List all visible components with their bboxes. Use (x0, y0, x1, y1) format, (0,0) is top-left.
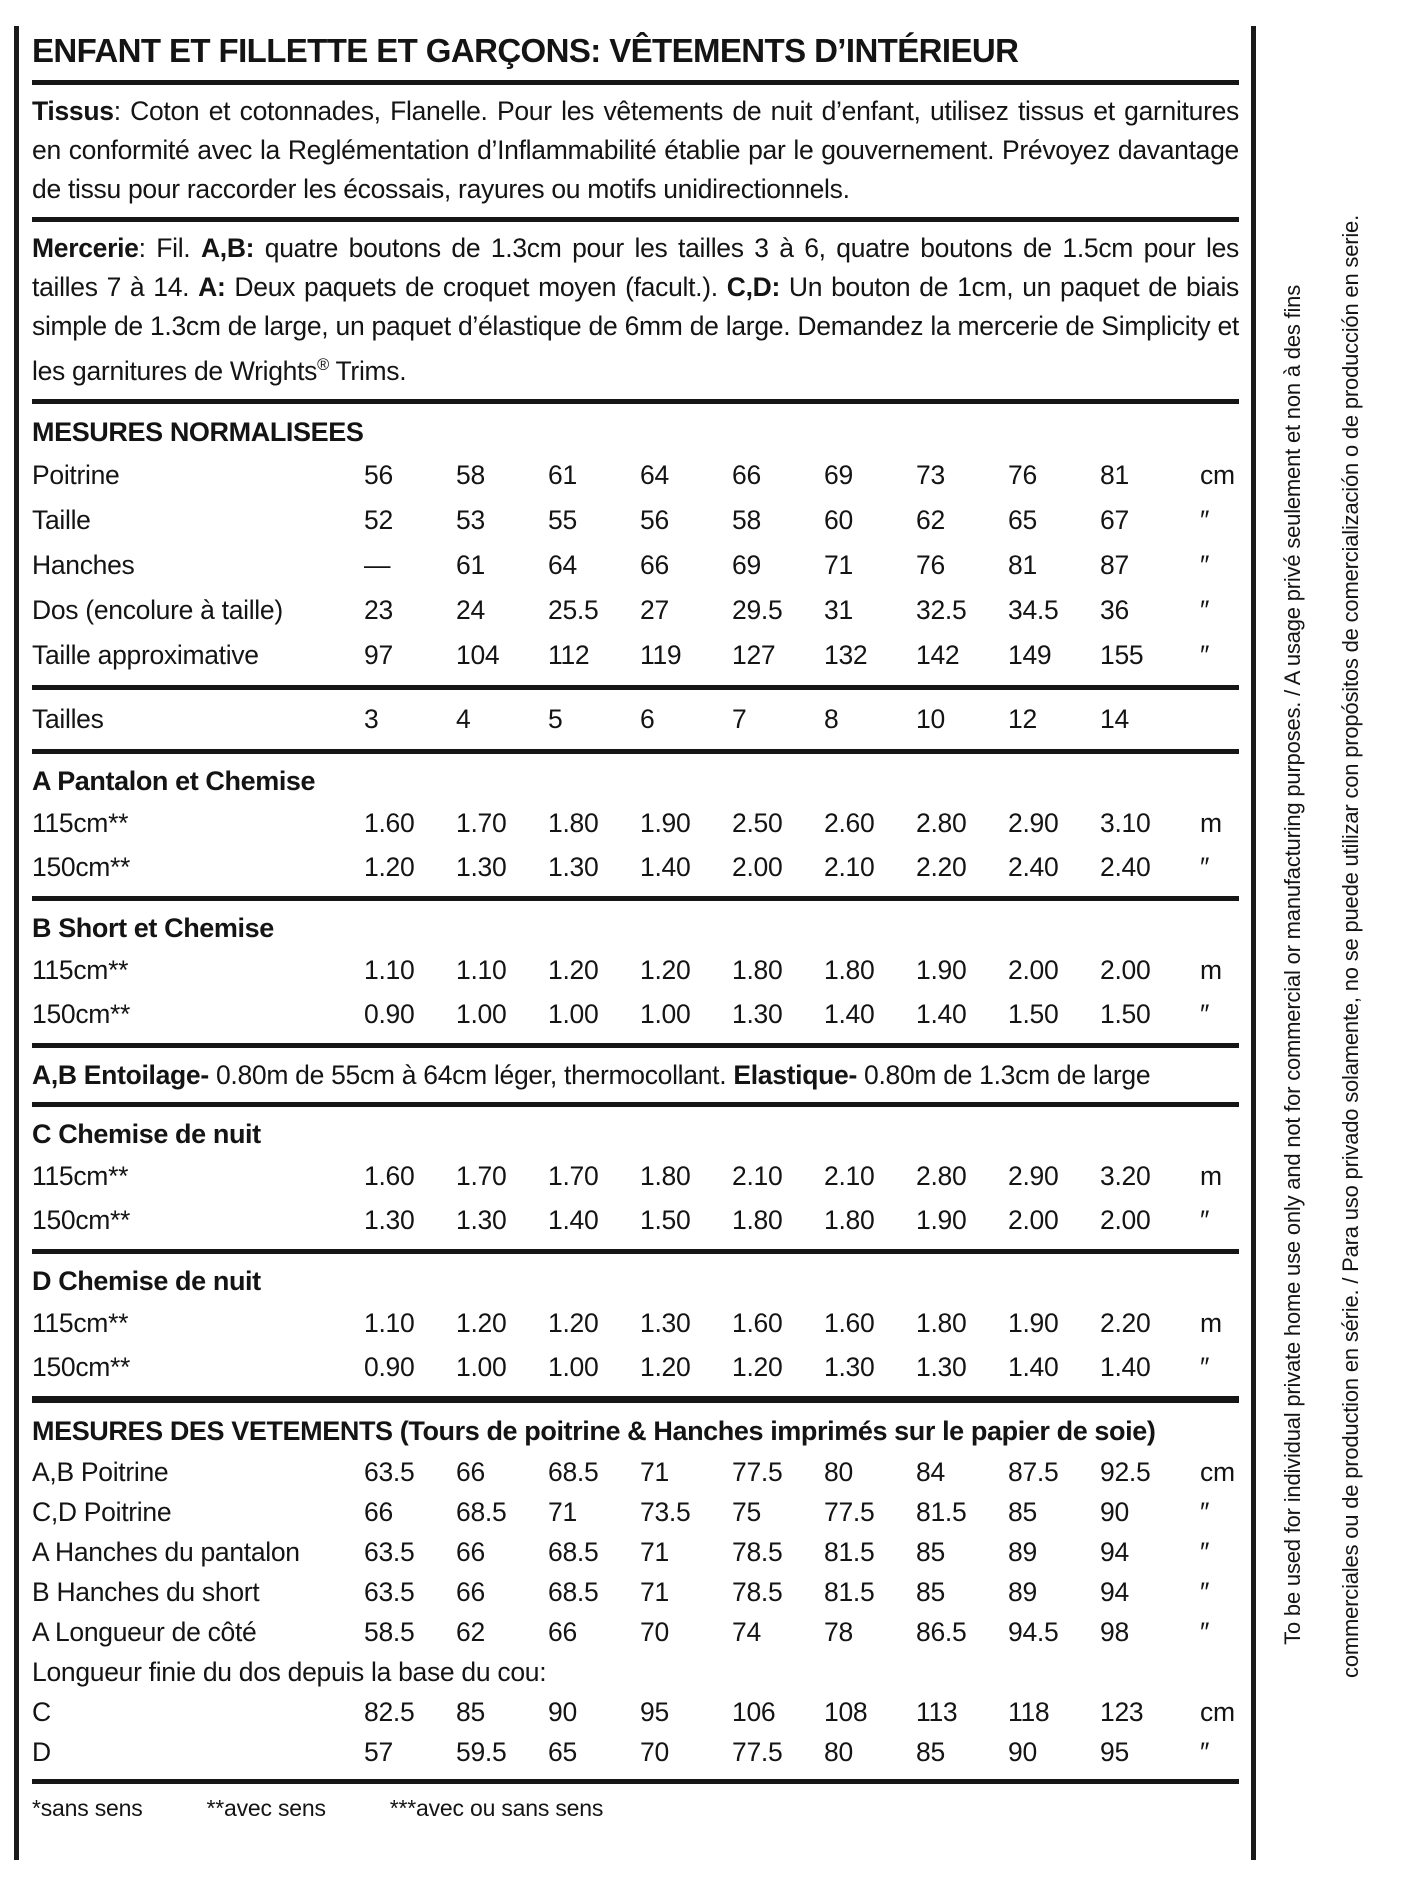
row-value: 61 (548, 459, 577, 490)
row-value: 92.5 (1100, 1456, 1151, 1487)
row-value: 1.60 (364, 807, 415, 838)
row-value: 1.80 (548, 807, 599, 838)
row-value: 2.00 (1100, 954, 1151, 985)
row-value: 2.10 (824, 851, 875, 882)
row-value: 1.20 (640, 954, 691, 985)
footnote-with-nap: **avec sens (206, 1794, 326, 1821)
table-row (32, 801, 1239, 845)
row-value: 68.5 (548, 1536, 599, 1567)
row-value: 1.00 (548, 998, 599, 1029)
row-value: 66 (364, 1496, 393, 1527)
row-value: 2.90 (1008, 1160, 1059, 1191)
row-value: 69 (732, 549, 761, 580)
divider (32, 1102, 1239, 1107)
divider (32, 896, 1239, 901)
row-value: 1.00 (456, 998, 507, 1029)
row-label: 150cm** (32, 1351, 131, 1382)
row-value: 98 (1100, 1616, 1129, 1647)
row-value: 1.00 (640, 998, 691, 1029)
row-value: 1.60 (364, 1160, 415, 1191)
row-value: 58.5 (364, 1616, 415, 1647)
row-value: 81 (1008, 549, 1037, 580)
row-value: 27 (640, 594, 669, 625)
yardage-section-heading: A Pantalon et Chemise (32, 765, 316, 796)
row-value: 1.30 (548, 851, 599, 882)
row-value: 1.00 (548, 1351, 599, 1382)
row-value: 1.90 (640, 807, 691, 838)
row-unit: ″ (1200, 639, 1210, 670)
row-value: 81.5 (824, 1576, 875, 1607)
instruction-panel (14, 26, 1256, 1860)
row-label: 150cm** (32, 1204, 131, 1235)
row-value: 70 (640, 1736, 669, 1767)
row-value: 1.10 (456, 954, 507, 985)
row-value: 90 (548, 1696, 577, 1727)
row-value: 56 (640, 504, 669, 535)
divider (32, 749, 1239, 754)
row-value: 80 (824, 1456, 853, 1487)
row-value: 149 (1008, 639, 1052, 670)
row-value: 75 (732, 1496, 761, 1527)
row-value: 74 (732, 1616, 761, 1647)
row-value: 32.5 (916, 594, 967, 625)
yardage-section-c (32, 1114, 1239, 1242)
row-value: 68.5 (456, 1496, 507, 1527)
row-value: 10 (916, 703, 945, 734)
row-value: 1.20 (548, 954, 599, 985)
row-value: 2.40 (1100, 851, 1151, 882)
row-unit: ″ (1200, 998, 1210, 1029)
row-value: 81.5 (824, 1536, 875, 1567)
row-value: 94 (1100, 1536, 1129, 1567)
page-title: ENFANT ET FILLETTE ET GARÇONS: VÊTEMENTS D’INTÉRIEUR (32, 32, 1019, 69)
yardage-section-d (32, 1261, 1239, 1389)
row-value: 66 (456, 1576, 485, 1607)
row-value: 73 (916, 459, 945, 490)
row-label: A,B Poitrine (32, 1456, 169, 1487)
body-measurements-table (32, 453, 1239, 678)
yardage-section-a (32, 761, 1239, 889)
row-value: 1.70 (548, 1160, 599, 1191)
row-label: Poitrine (32, 459, 120, 490)
row-value: 58 (456, 459, 485, 490)
row-value: 66 (732, 459, 761, 490)
body-measurements-heading: MESURES NORMALISEES (32, 416, 364, 447)
row-value: 67 (1100, 504, 1129, 535)
row-label: Taille (32, 504, 91, 535)
row-value: 55 (548, 504, 577, 535)
yardage-section-heading: B Short et Chemise (32, 912, 274, 943)
row-label: 115cm** (32, 807, 129, 838)
row-value: 2.00 (1008, 1204, 1059, 1235)
row-label: C (32, 1696, 51, 1727)
row-value: 2.90 (1008, 807, 1059, 838)
divider (32, 1249, 1239, 1254)
row-value: 77.5 (732, 1456, 783, 1487)
row-value: 82.5 (364, 1696, 415, 1727)
yardage-section-b (32, 908, 1239, 1036)
table-row (32, 498, 1239, 543)
table-row (32, 845, 1239, 889)
table-row (32, 1345, 1239, 1389)
row-value: 2.20 (916, 851, 967, 882)
row-value: 1.60 (824, 1307, 875, 1338)
row-value: 132 (824, 639, 868, 670)
row-value: 1.80 (824, 1204, 875, 1235)
row-value: 97 (364, 639, 393, 670)
row-label: Tailles (32, 703, 104, 734)
row-value: 78 (824, 1616, 853, 1647)
row-value: 1.20 (456, 1307, 507, 1338)
row-value: 94 (1100, 1576, 1129, 1607)
row-value: 2.10 (824, 1160, 875, 1191)
table-row (32, 633, 1239, 678)
row-value: 66 (640, 549, 669, 580)
row-value: 85 (916, 1576, 945, 1607)
row-value: 1.20 (732, 1351, 783, 1382)
row-value: 59.5 (456, 1736, 507, 1767)
row-value: 1.30 (456, 1204, 507, 1235)
row-value: 56 (364, 459, 393, 490)
row-value: 1.30 (640, 1307, 691, 1338)
side-note-home-use-continued: commerciales ou de production en série. / Para uso privado solamente, no se puede utilizar con propósitos de comercialización o de producción en serie. (1338, 215, 1363, 1678)
row-value: 7 (732, 703, 747, 734)
row-label: Hanches (32, 549, 135, 580)
table-row (32, 453, 1239, 498)
divider (32, 80, 1239, 85)
row-value: 78.5 (732, 1576, 783, 1607)
row-value: 1.40 (1100, 1351, 1151, 1382)
row-value: 1.30 (916, 1351, 967, 1382)
row-value: 64 (548, 549, 577, 580)
row-value: 71 (824, 549, 853, 580)
divider (32, 1779, 1239, 1784)
row-value: — (364, 549, 391, 580)
row-value: 1.40 (824, 998, 875, 1029)
row-value: 63.5 (364, 1576, 415, 1607)
row-value: 80 (824, 1736, 853, 1767)
yardage-section-heading: D Chemise de nuit (32, 1265, 261, 1296)
row-unit: cm (1200, 1696, 1235, 1727)
row-label: A Hanches du pantalon (32, 1536, 300, 1567)
row-value: 66 (456, 1456, 485, 1487)
row-unit: ″ (1200, 1204, 1210, 1235)
row-value: 1.40 (1008, 1351, 1059, 1382)
row-value: 61 (456, 549, 485, 580)
row-value: 66 (456, 1536, 485, 1567)
table-row (32, 588, 1239, 633)
row-value: 89 (1008, 1576, 1037, 1607)
divider-thick (32, 1396, 1239, 1403)
row-value: 69 (824, 459, 853, 490)
yardage-section-heading: C Chemise de nuit (32, 1118, 261, 1149)
row-value: 87.5 (1008, 1456, 1059, 1487)
table-row (32, 1732, 1239, 1772)
row-value: 52 (364, 504, 393, 535)
row-value: 94.5 (1008, 1616, 1059, 1647)
row-value: 112 (548, 639, 590, 670)
row-value: 1.70 (456, 807, 507, 838)
row-value: 65 (1008, 504, 1037, 535)
table-row (32, 1572, 1239, 1612)
interfacing-note: A,B Entoilage- 0.80m de 55cm à 64cm léger, thermocollant. Elastique- 0.80m de 1.3cm de large (32, 1059, 1151, 1090)
row-value: 85 (1008, 1496, 1037, 1527)
row-value: 29.5 (732, 594, 783, 625)
row-value: 127 (732, 639, 776, 670)
footnote-without-nap: *sans sens (32, 1794, 143, 1821)
side-note-home-use: To be used for individual private home use only and not for commercial or manufacturing purposes. / A usage privé seulement et non à des fins (1280, 285, 1305, 1645)
row-value: 113 (916, 1696, 958, 1727)
row-value: 70 (640, 1616, 669, 1647)
row-value: 2.40 (1008, 851, 1059, 882)
row-value: 1.80 (640, 1160, 691, 1191)
row-value: 36 (1100, 594, 1129, 625)
row-value: 34.5 (1008, 594, 1059, 625)
table-row (32, 697, 1239, 742)
sizes-table (32, 697, 1239, 742)
row-unit: m (1200, 954, 1222, 985)
row-value: 1.10 (364, 954, 415, 985)
garment-measurements-heading: MESURES DES VETEMENTS (Tours de poitrine & Hanches imprimés sur le papier de soie) (32, 1415, 1156, 1446)
row-unit: ″ (1200, 1616, 1210, 1647)
row-value: 62 (916, 504, 945, 535)
row-label: 115cm** (32, 954, 129, 985)
row-value: 73.5 (640, 1496, 691, 1527)
row-value: 63.5 (364, 1456, 415, 1487)
table-row (32, 1692, 1239, 1732)
row-label: B Hanches du short (32, 1576, 260, 1607)
row-value: 1.30 (824, 1351, 875, 1382)
row-value: 3.20 (1100, 1160, 1151, 1191)
row-value: 12 (1008, 703, 1037, 734)
row-value: 57 (364, 1736, 393, 1767)
row-value: 123 (1100, 1696, 1144, 1727)
row-value: 1.80 (732, 954, 783, 985)
row-value: 5 (548, 703, 563, 734)
row-value: 2.80 (916, 1160, 967, 1191)
row-unit: ″ (1200, 549, 1210, 580)
row-value: 24 (456, 594, 485, 625)
row-value: 1.20 (548, 1307, 599, 1338)
table-row (32, 1452, 1239, 1492)
row-label: Taille approximative (32, 639, 259, 670)
table-row (32, 992, 1239, 1036)
row-label: Longueur finie du dos depuis la base du cou: (32, 1656, 547, 1687)
divider (32, 217, 1239, 222)
row-unit: m (1200, 807, 1222, 838)
table-row (32, 1492, 1239, 1532)
row-unit: ″ (1200, 1576, 1210, 1607)
row-unit: cm (1200, 1456, 1235, 1487)
row-label: C,D Poitrine (32, 1496, 172, 1527)
row-label: A Longueur de côté (32, 1616, 257, 1647)
row-value: 90 (1008, 1736, 1037, 1767)
row-value: 119 (640, 639, 682, 670)
row-unit: ″ (1200, 1736, 1210, 1767)
footnotes (32, 1791, 1239, 1825)
row-value: 66 (548, 1616, 577, 1647)
table-row (32, 1532, 1239, 1572)
row-value: 6 (640, 703, 655, 734)
row-value: 77.5 (824, 1496, 875, 1527)
row-value: 1.40 (916, 998, 967, 1029)
row-value: 77.5 (732, 1736, 783, 1767)
row-value: 2.20 (1100, 1307, 1151, 1338)
divider (32, 399, 1239, 404)
row-value: 71 (640, 1456, 669, 1487)
row-value: 1.50 (640, 1204, 691, 1235)
row-value: 68.5 (548, 1576, 599, 1607)
row-value: 1.20 (640, 1351, 691, 1382)
table-row (32, 948, 1239, 992)
row-value: 2.50 (732, 807, 783, 838)
row-value: 1.90 (916, 1204, 967, 1235)
table-row (32, 543, 1239, 588)
row-label: D (32, 1736, 51, 1767)
row-value: 1.20 (364, 851, 415, 882)
table-row (32, 1301, 1239, 1345)
row-value: 95 (640, 1696, 669, 1727)
row-value: 1.00 (456, 1351, 507, 1382)
row-value: 0.90 (364, 998, 415, 1029)
row-value: 60 (824, 504, 853, 535)
row-value: 81.5 (916, 1496, 967, 1527)
row-value: 85 (916, 1536, 945, 1567)
fabrics-paragraph: Tissus: Coton et cotonnades, Flanelle. Pour les vêtements de nuit d’enfant, utilisez tissus et garnitures en conformité avec la Reglémentation d’Inflammabilité établie par le gouvernement. Prévoyez davantage de tissu pour raccorder les écossais, rayures ou motifs unidirectionnels. (32, 96, 1239, 204)
row-value: 71 (548, 1496, 577, 1527)
row-value: 1.10 (364, 1307, 415, 1338)
row-value: 1.60 (732, 1307, 783, 1338)
row-unit: m (1200, 1307, 1222, 1338)
row-value: 2.10 (732, 1160, 783, 1191)
row-value: 64 (640, 459, 669, 490)
row-value: 1.50 (1100, 998, 1151, 1029)
row-value: 106 (732, 1696, 776, 1727)
row-unit: ″ (1200, 594, 1210, 625)
row-value: 3.10 (1100, 807, 1151, 838)
row-value: 86.5 (916, 1616, 967, 1647)
row-value: 1.30 (364, 1204, 415, 1235)
row-value: 14 (1100, 703, 1129, 734)
row-unit: ″ (1200, 504, 1210, 535)
row-value: 1.70 (456, 1160, 507, 1191)
row-value: 23 (364, 594, 393, 625)
row-unit: ″ (1200, 1351, 1210, 1382)
divider (32, 1043, 1239, 1048)
row-value: 142 (916, 639, 960, 670)
row-value: 85 (456, 1696, 485, 1727)
row-value: 31 (824, 594, 853, 625)
row-value: 1.80 (916, 1307, 967, 1338)
row-label: 150cm** (32, 851, 131, 882)
row-unit: ″ (1200, 851, 1210, 882)
row-value: 63.5 (364, 1536, 415, 1567)
row-value: 108 (824, 1696, 868, 1727)
row-value: 1.50 (1008, 998, 1059, 1029)
notions-paragraph: Mercerie: Fil. A,B: quatre boutons de 1.3cm pour les tailles 3 à 6, quatre boutons de 1.5cm pour les tailles 7 à 14. A: Deux paquets de croquet moyen (facult.). C,D: Un bouton de 1cm, un paquet de biais simple de 1.3cm de large, un paquet d’élastique de 6mm de large. Demandez la mercerie de Simplicity et les garnitures de Wrights® Trims. (32, 233, 1239, 386)
row-value: 90 (1100, 1496, 1129, 1527)
row-value: 95 (1100, 1736, 1129, 1767)
row-value: 1.40 (640, 851, 691, 882)
row-value: 53 (456, 504, 485, 535)
row-value: 1.80 (732, 1204, 783, 1235)
row-label: 150cm** (32, 998, 131, 1029)
row-value: 1.30 (456, 851, 507, 882)
row-value: 2.00 (732, 851, 783, 882)
divider (32, 685, 1239, 690)
row-value: 62 (456, 1616, 485, 1647)
row-value: 155 (1100, 639, 1144, 670)
row-value: 89 (1008, 1536, 1037, 1567)
row-value: 87 (1100, 549, 1129, 580)
row-value: 84 (916, 1456, 945, 1487)
row-unit: cm (1200, 459, 1235, 490)
table-row (32, 1154, 1239, 1198)
row-value: 0.90 (364, 1351, 415, 1382)
row-value: 71 (640, 1536, 669, 1567)
row-value: 1.40 (548, 1204, 599, 1235)
row-value: 1.80 (824, 954, 875, 985)
table-row (32, 1198, 1239, 1242)
row-value: 25.5 (548, 594, 599, 625)
row-value: 2.00 (1008, 954, 1059, 985)
row-value: 76 (916, 549, 945, 580)
row-label: 115cm** (32, 1160, 129, 1191)
row-value: 65 (548, 1736, 577, 1767)
row-value: 104 (456, 639, 500, 670)
row-unit: ″ (1200, 1496, 1210, 1527)
row-value: 2.80 (916, 807, 967, 838)
row-unit: ″ (1200, 1536, 1210, 1567)
row-label: Dos (encolure à taille) (32, 594, 283, 625)
row-value: 3 (364, 703, 379, 734)
row-label: 115cm** (32, 1307, 129, 1338)
row-value: 1.90 (916, 954, 967, 985)
garment-measurements-table (32, 1452, 1239, 1772)
row-value: 118 (1008, 1696, 1050, 1727)
footnote-with-or-without-nap: ***avec ou sans sens (389, 1794, 604, 1821)
row-value: 85 (916, 1736, 945, 1767)
row-value: 71 (640, 1576, 669, 1607)
row-value: 2.60 (824, 807, 875, 838)
table-row (32, 1652, 1239, 1692)
table-row (32, 1612, 1239, 1652)
row-value: 1.90 (1008, 1307, 1059, 1338)
row-value: 68.5 (548, 1456, 599, 1487)
row-value: 2.00 (1100, 1204, 1151, 1235)
row-value: 81 (1100, 459, 1129, 490)
row-value: 58 (732, 504, 761, 535)
row-value: 76 (1008, 459, 1037, 490)
row-value: 78.5 (732, 1536, 783, 1567)
row-value: 8 (824, 703, 839, 734)
row-unit: m (1200, 1160, 1222, 1191)
row-value: 4 (456, 703, 471, 734)
row-value: 1.30 (732, 998, 783, 1029)
